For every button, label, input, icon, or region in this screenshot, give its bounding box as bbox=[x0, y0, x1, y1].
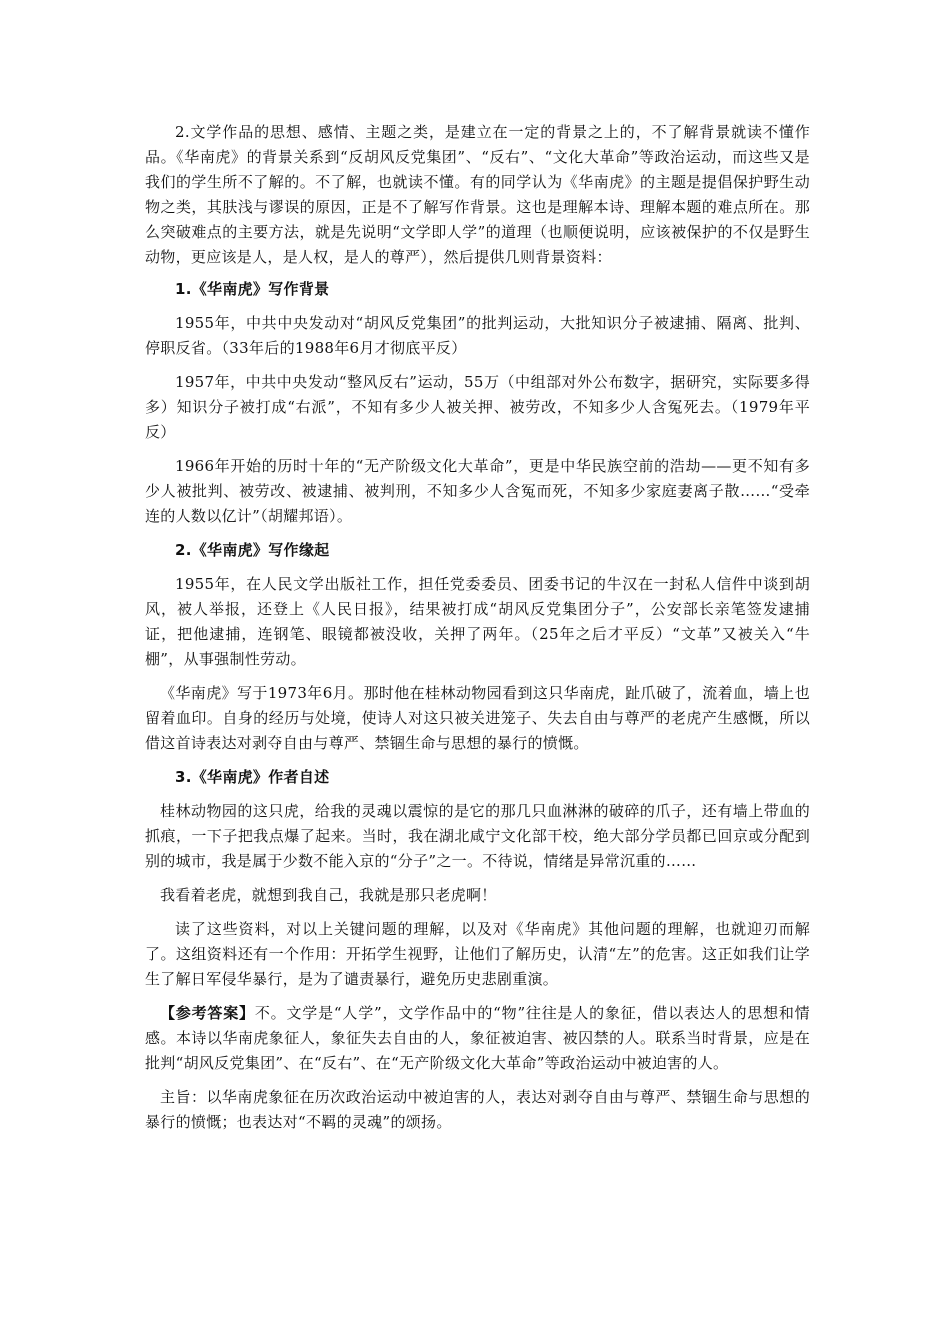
section-heading-background: 1.《华南虎》写作背景 bbox=[175, 280, 330, 298]
paragraph-summary: 读了这些资料，对以上关键问题的理解，以及对《华南虎》其他问题的理解，也就迎刃而解了。这组资料还有一个作用：开拓学生视野，让他们了解历史，认清“左”的危害。这正如我们让学生了解日军侵华暴行，是为了谴责暴行，避免历史悲剧重演。 bbox=[145, 920, 810, 988]
answer-text: 不。文学是“人学”，文学作品中的“物”往往是人的象征，借以表达人的思想和情感。本诗以华南虎象征人，象征失去自由的人，象征被迫害、被囚禁的人。联系当时背景，应是在批判“胡风反党集团”、在“反右”、在“无产阶级文化大革命”等政治运动中被迫害的人。 bbox=[145, 1004, 810, 1072]
paragraph-1955: 1955年，中共中央发动对“胡风反党集团”的批判运动，大批知识分子被逮捕、隔离、批判、停职反省。（33年后的1988年6月才彻底平反） bbox=[145, 314, 810, 357]
section-heading-origin: 2.《华南虎》写作缘起 bbox=[175, 541, 330, 559]
paragraph-origin-1: 1955年，在人民文学出版社工作，担任党委委员、团委书记的牛汉在一封私人信件中谈到胡风，被人举报，还登上《人民日报》，结果被打成“胡风反党集团分子”，公安部长亲笔签发逮捕证，把他逮捕，连钢笔、眼镜都被没收，关押了两年。（25年之后才平反）“文革”又被关入“牛棚”，从事强制性劳动。 bbox=[145, 575, 810, 668]
document-body bbox=[145, 120, 810, 1144]
paragraph-1966: 1966年开始的历时十年的“无产阶级文化大革命”，更是中华民族空前的浩劫——更不知有多少人被批判、被劳改、被逮捕、被判刑，不知多少人含冤而死，不知多少家庭妻离子散……“受牵连的人数以亿计”（胡耀邦语）。 bbox=[145, 457, 810, 525]
paragraph-answer bbox=[145, 1001, 810, 1076]
paragraph-1957: 1957年，中共中央发动“整风反右”运动，55万（中组部对外公布数字，据研究，实际要多得多）知识分子被打成“右派”，不知有多少人被关押、被劳改，不知多少人含冤死去。（1979年平反） bbox=[145, 373, 810, 441]
intro-paragraph: 2.文学作品的思想、感情、主题之类，是建立在一定的背景之上的，不了解背景就读不懂作品。《华南虎》的背景关系到“反胡风反党集团”、“反右”、“文化大革命”等政治运动，而这些又是我们的学生所不了解的。不了解，也就读不懂。有的同学认为《华南虎》的主题是提倡保护野生动物之类，其肤浅与谬误的原因，正是不了解写作背景。这也是理解本诗、理解本题的难点所在。那么突破难点的主要方法，就是先说明“文学即人学”的道理（也顺便说明，应该被保护的不仅是野生动物，更应该是人，是人权，是人的尊严），然后提供几则背景资料： bbox=[145, 123, 810, 266]
paragraph-author-2: 我看着老虎，就想到我自己，我就是那只老虎啊！ bbox=[160, 886, 497, 904]
section-heading-author: 3.《华南虎》作者自述 bbox=[175, 768, 330, 786]
paragraph-theme: 主旨：以华南虎象征在历次政治运动中被迫害的人，表达对剥夺自由与尊严、禁锢生命与思想的暴行的愤慨；也表达对“不羁的灵魂”的颂扬。 bbox=[145, 1088, 810, 1131]
paragraph-author-1: 桂林动物园的这只虎，给我的灵魂以震惊的是它的那几只血淋淋的破碎的爪子，还有墙上带血的抓痕，一下子把我点爆了起来。当时，我在湖北咸宁文化部干校，绝大部分学员都已回京或分配到别的城市，我是属于少数不能入京的“分子”之一。不待说，情绪是异常沉重的…… bbox=[145, 802, 810, 870]
paragraph-origin-2: 《华南虎》写于1973年6月。那时他在桂林动物园看到这只华南虎，趾爪破了，流着血，墙上也留着血印。自身的经历与处境，使诗人对这只被关进笼子、失去自由与尊严的老虎产生感慨，所以借这首诗表达对剥夺自由与尊严、禁锢生命与思想的暴行的愤慨。 bbox=[145, 684, 810, 752]
answer-label: 【参考答案】 bbox=[160, 1004, 255, 1022]
